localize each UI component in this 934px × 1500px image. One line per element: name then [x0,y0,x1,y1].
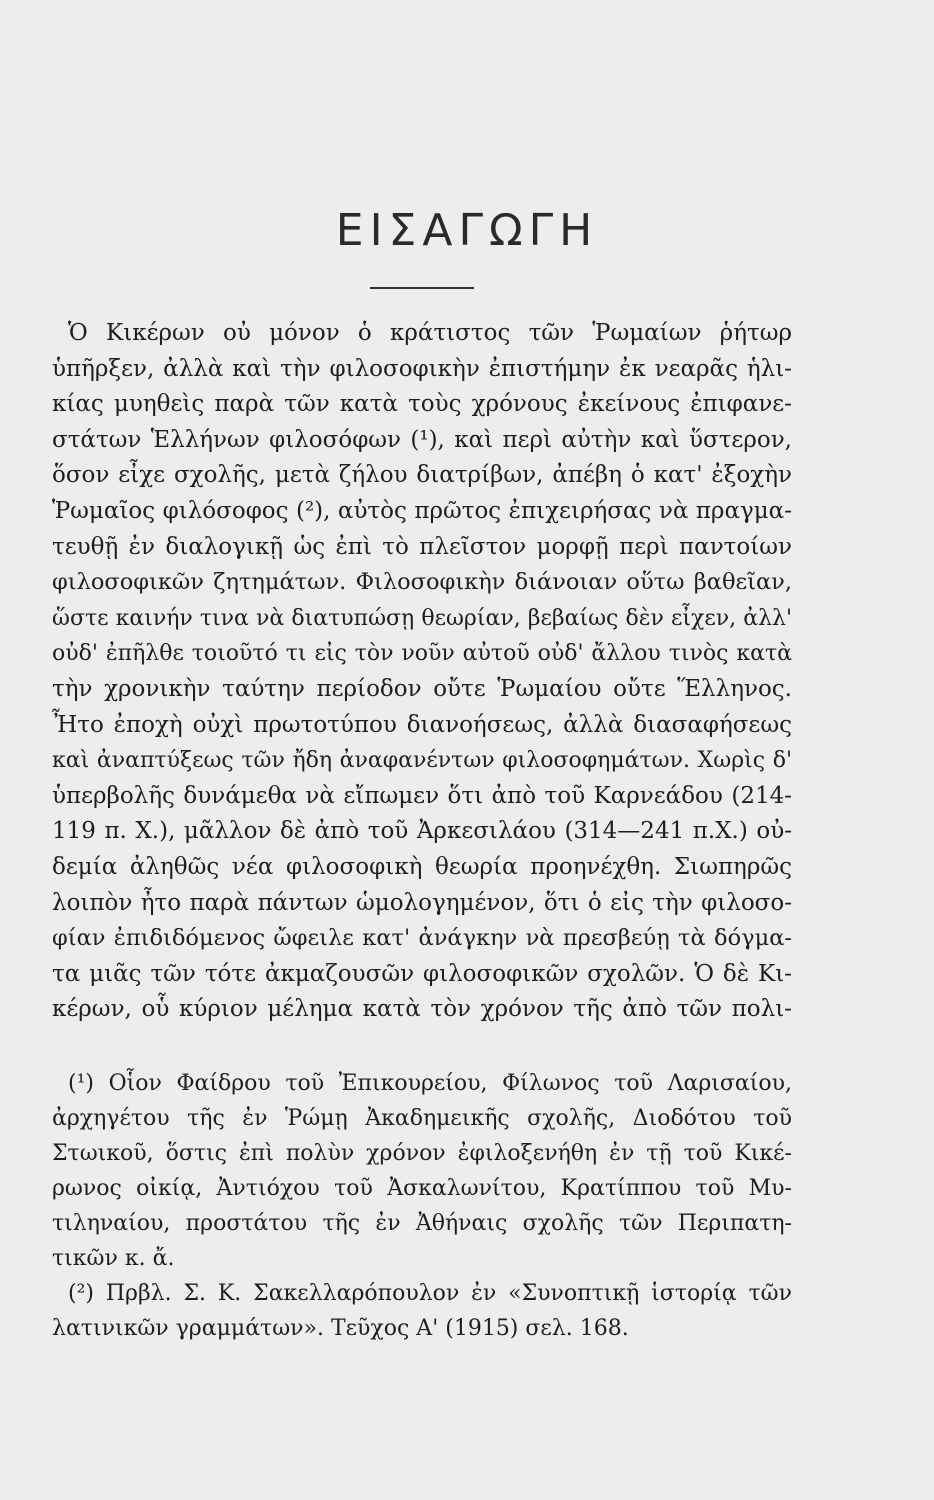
footnote-line: τιληναίου, προστάτου τῆς ἐν Ἀθήναις σχολῆς τῶν Περιπατη- [52,1211,792,1236]
body-line: 119 π. Χ.), μᾶλλον δὲ ἀπὸ τοῦ Ἀρκεσιλάου (314—241 π.Χ.) οὐ- [52,818,792,845]
body-line: φίαν ἐπιδιδόμενος ὤφειλε κατ' ἀνάγκην νὰ πρεσβεύῃ τὰ δόγμα- [52,925,792,952]
body-line: τὴν χρονικὴν ταύτην περίοδον οὔτε Ῥωμαίου οὔτε Ἕλληνος. [52,675,792,702]
body-line: φιλοσοφικῶν ζητημάτων. Φιλοσοφικὴν διάνοιαν οὕτω βαθεῖαν, [52,569,792,596]
body-line: λοιπὸν ἦτο παρὰ πάντων ὡμολογημένον, ὅτι ὁ εἰς τὴν φιλοσο- [52,889,792,916]
footnote-line: (¹) Οἷον Φαίδρου τοῦ Ἐπικουρείου, Φίλωνος τοῦ Λαρισαίου, [68,1071,792,1096]
footnote-line: (²) Πρβλ. Σ. Κ. Σακελλαρόπουλον ἐν «Συνοπτικῇ ἱστορίᾳ τῶν [68,1281,792,1306]
body-line: στάτων Ἑλλήνων φιλοσόφων (¹), καὶ περὶ αὐτὴν καὶ ὕστερον, [52,426,792,453]
title-divider [370,287,474,289]
footnote-line: ρωνος οἰκίᾳ, Ἀντιόχου τοῦ Ἀσκαλωνίτου, Κρατίππου τοῦ Μυ- [52,1176,792,1201]
body-line: ὅσον εἶχε σχολῆς, μετὰ ζήλου διατρίβων, ἀπέβη ὁ κατ' ἐξοχὴν [52,462,792,489]
body-line: ὑπερβολῆς δυνάμεθα νὰ εἴπωμεν ὅτι ἀπὸ τοῦ Καρνεάδου (214- [52,782,792,809]
body-line: οὐδ' ἐπῆλθε τοιοῦτό τι εἰς τὸν νοῦν αὐτοῦ οὐδ' ἄλλου τινὸς κατὰ [52,641,792,667]
body-line: ὥστε καινήν τινα νὰ διατυπώσῃ θεωρίαν, βεβαίως δὲν εἶχεν, ἀλλ' [52,605,792,631]
footnote-line: τικῶν κ. ἄ. [52,1246,175,1271]
body-line: Ῥωμαῖος φιλόσοφος (²), αὐτὸς πρῶτος ἐπιχειρήσας νὰ πραγμα- [52,497,792,524]
footnote-line: Στωικοῦ, ὅστις ἐπὶ πολὺν χρόνον ἐφιλοξενήθη ἐν τῇ τοῦ Κικέ- [52,1141,792,1166]
body-line: ὑπῆρξεν, ἀλλὰ καὶ τὴν φιλοσοφικὴν ἐπιστήμην ἐκ νεαρᾶς ἡλι- [52,355,792,382]
main-text [52,316,792,1028]
body-line: δεμία ἀληθῶς νέα φιλοσοφικὴ θεωρία προηνέχθη. Σιωπηρῶς [52,853,792,880]
body-line: τα μιᾶς τῶν τότε ἀκμαζουσῶν φιλοσοφικῶν σχολῶν. Ὁ δὲ Κι- [52,960,792,987]
footnotes [52,1066,792,1346]
body-line: τευθῇ ἐν διαλογικῇ ὡς ἐπὶ τὸ πλεῖστον μορφῇ περὶ παντοίων [52,533,792,560]
body-line: Ὁ Κικέρων οὐ μόνον ὁ κράτιστος τῶν Ῥωμαίων ῥήτωρ [68,320,792,346]
body-line: κίας μυηθεὶς παρὰ τῶν κατὰ τοὺς χρόνους ἐκείνους ἐπιφανε- [52,391,792,418]
body-line: κέρων, οὗ κύριον μέλημα κατὰ τὸν χρόνον τῆς ἀπὸ τῶν πολι- [52,996,792,1023]
footnote-line: λατινικῶν γραμμάτων». Τεῦχος Α' (1915) σελ. 168. [52,1316,629,1341]
footnote-line: ἀρχηγέτου τῆς ἐν Ῥώμῃ Ἀκαδημεικῆς σχολῆς, Διοδότου τοῦ [52,1106,792,1131]
chapter-title: ΕΙΣΑΓΩΓΗ [335,205,599,256]
body-line: Ἦτο ἐποχὴ οὐχὶ πρωτοτύπου διανοήσεως, ἀλλὰ διασαφήσεως [52,711,792,738]
body-line: καὶ ἀναπτύξεως τῶν ἤδη ἀναφανέντων φιλοσοφημάτων. Χωρὶς δ' [52,748,792,774]
